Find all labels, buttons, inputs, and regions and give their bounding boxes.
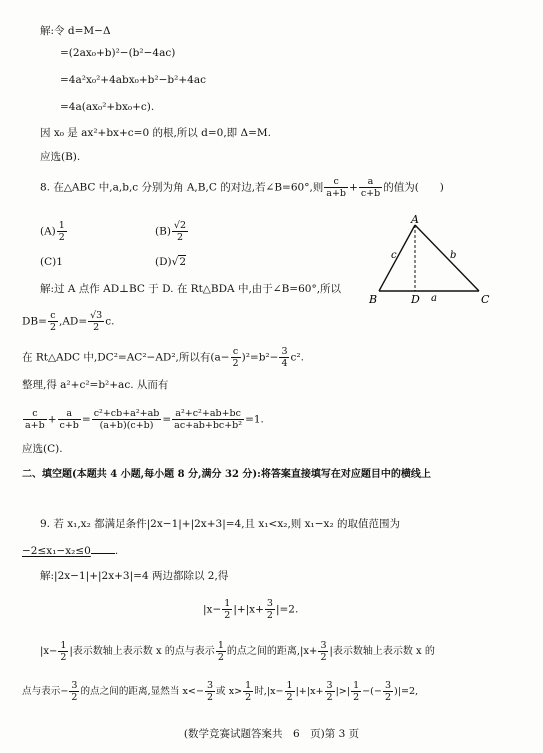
prev-solution-line-3: =4a²x₀²+4abx₀+b²−b²+4ac [60, 74, 206, 86]
q8-fraction-1: $\frac{c}{a+b}$ [326, 176, 347, 199]
q9-stem: 9. 若 x₁,x₂ 都满足条件|2x−1|+|2x+3|=4,且 x₁<x₂,则 x₁−x₂ 的取值范围为 [40, 518, 401, 530]
side-c-label: c [391, 250, 397, 261]
q9-answer-line: −2≤x₁−x₂≤0 . [22, 545, 119, 557]
q9-solution-line-2: |x− $\frac{1}{2}$ |表示数轴上表示数 x 的点与表示 $\frac{1}{2}$ 的点之间的距离,|x+ $\frac{3}{2}$ |表示数轴上表示数 x 的 [40, 640, 435, 663]
prev-answer: 应选(B). [40, 151, 81, 163]
section-2-heading: 二、填空题(本题共 4 小题,每小题 8 分,满分 32 分):将答案直接填写在对应题目中的横线上 [22, 469, 431, 480]
vertex-b-label: B [369, 293, 378, 306]
q8-fraction-2: $\frac{a}{c+b}$ [360, 176, 381, 199]
q8-solution-line-2: DB= $\frac{c}{2}$ ,AD= $\frac{√3}{2}$ c. [22, 310, 115, 333]
q8-stem: 8. 在△ABC 中,a,b,c 分别为角 A,B,C 的对边,若∠B=60°,则 $\frac{c}{a+b}$ + $\frac{a}{c+b}$ 的值为( ) [40, 176, 444, 199]
vertex-a-label: A [411, 215, 419, 226]
q9-solution-line-1: 解:|2x−1|+|2x+3|=4 两边都除以 2,得 [40, 570, 229, 582]
q9-equation: |x− $\frac{1}{2}$ |+|x+ $\frac{3}{2}$ |=2. [203, 598, 299, 621]
q8-answer: 应选(C). [22, 443, 63, 455]
q8-option-b: (B) $\frac{√2}{2}$ [155, 220, 187, 243]
q9-answer: −2≤x₁−x₂≤0 [22, 545, 91, 557]
prev-solution-line-1: 解:令 d=M−Δ [40, 25, 111, 37]
prev-solution-line-4: =4a(ax₀²+bx₀+c). [60, 101, 155, 113]
page-footer: (数学竞赛试题答案共 6 页)第 3 页 [183, 728, 360, 740]
prev-solution-line-2: =(2ax₀+b)²−(b²−4ac) [60, 47, 176, 59]
q9-solution-line-3: 点与表示− $\frac{3}{2}$ 的点之间的距离,显然当 x<− $\frac{3}{2}$ 或 x> $\frac{1}{2}$ 时,|x− $\frac{1}{2}$ |+|x+ $\frac{3}{2}$ |>| $\frac{1}{2}$ −(− $\frac{3}{2}$ )|=2, [22, 680, 419, 703]
prev-solution-line-5: 因 x₀ 是 ax²+bx+c=0 的根,所以 d=0,即 Δ=M. [40, 127, 271, 139]
q8-solution-line-1: 解:过 A 点作 AD⊥BC 于 D. 在 Rt△BDA 中,由于∠B=60°,所以 [40, 283, 342, 295]
q8-solution-line-4: 整理,得 a²+c²=b²+ac. 从而有 [22, 379, 169, 391]
q8-solution-line-5: $\frac{c}{a+b}$ + $\frac{a}{c+b}$ = $\frac{\text{c²+cb+a²+ab}}{(a+b)(c+b)}$ = $\frac{\text{a²+c²+ab+bc}}{\text{ac+ab+bc+b²}}$ =1. [25, 408, 264, 431]
q8-option-d: (D)√2 [155, 256, 187, 268]
point-d-label: D [411, 293, 420, 306]
side-a-label: a [431, 293, 437, 304]
q8-option-a: (A) $\frac{1}{2}$ [40, 220, 65, 243]
side-b-label: b [450, 250, 457, 261]
q8-solution-line-3: 在 Rt△ADC 中,DC²=AC²−AD²,所以有(a− $\frac{c}{2}$ )²=b²− $\frac{3}{4}$ c². [22, 346, 304, 369]
q9-answer-blank [91, 543, 115, 554]
q8-option-c: (C)1 [40, 256, 63, 268]
triangle-figure [367, 215, 502, 310]
vertex-c-label: C [481, 293, 490, 306]
